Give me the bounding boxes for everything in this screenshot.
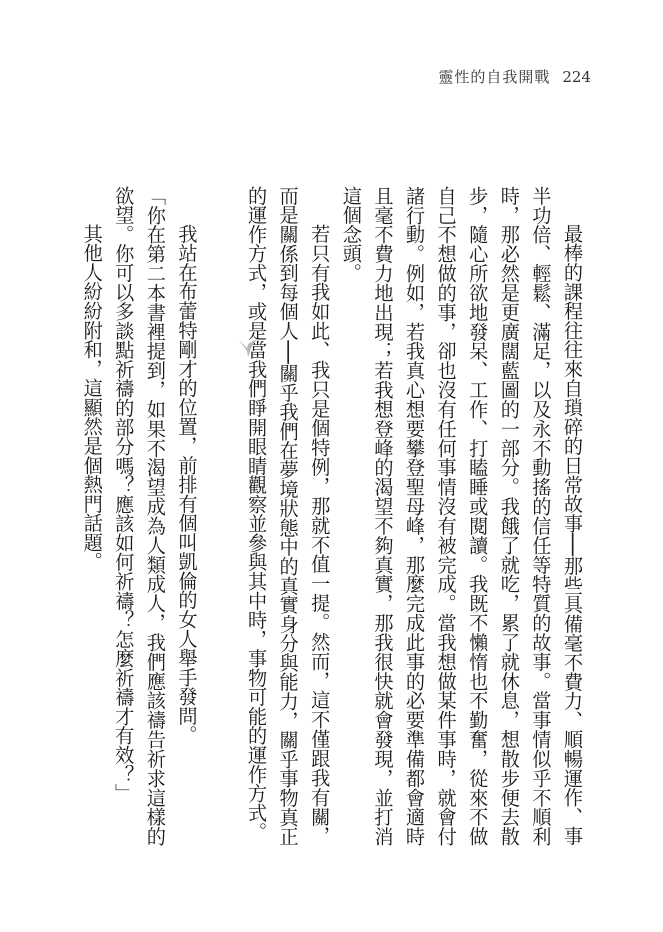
page-number: 224 [562,68,591,86]
paragraph-2: 若只有我如此、我只是個特例，那就不值一提。然而，這不僅跟我有關，而是關係到每個人──關乎我們在夢境狀態中的真實身分與能力，關乎事物真正的運作方式，或是當我們睜開眼睛觀察並參與其中時，事物可能的運作方式。 [245,186,332,846]
running-header [438,66,591,87]
body-text [80,186,588,846]
paragraph-5: 其他人紛紛附和，這顯然是個熱門話題。 [80,224,104,572]
paragraph-3: 我站在布蕾特剛才的位置，前排有個叫凱倫的女人舉手發問。 [175,224,199,745]
book-title: 靈性的自我開戰 [438,68,551,86]
paragraph-4: 「你在第二本書裡提到，如果不渴望成為人類成人，我們應該禱告祈求這樣的欲望。你可以多談點祈禱的部分嗎？應該如何祈禱？怎麼祈禱才有效？」 [112,186,167,846]
paragraph-1: 最棒的課程往往來自瑣碎的日常故事──那些具備毫不費力、順暢運作、事半功倍、輕鬆、滿足，以及永不動搖的信任等特質的故事。當事情似乎不順利時，那必然是更廣闊藍圖的一部分。我餓了就吃，累了就休息，想散步便去散步，隨心所欲地發呆、工作、打瞌睡或閱讀。我既不懶惰也不勤奮，從來不做自己不想做的事，卻也沒有任何事情沒有被完成。當我想做某件事時，就會付諸行動。例如，若我真心想要攀登聖母峰，那麼完成此事的必要準備都會適時且毫不費力地出現；若我想登峰的渴望不夠真實，那我很快就會發現，並打消這個念頭。 [339,186,584,846]
bird-icon [236,336,260,360]
